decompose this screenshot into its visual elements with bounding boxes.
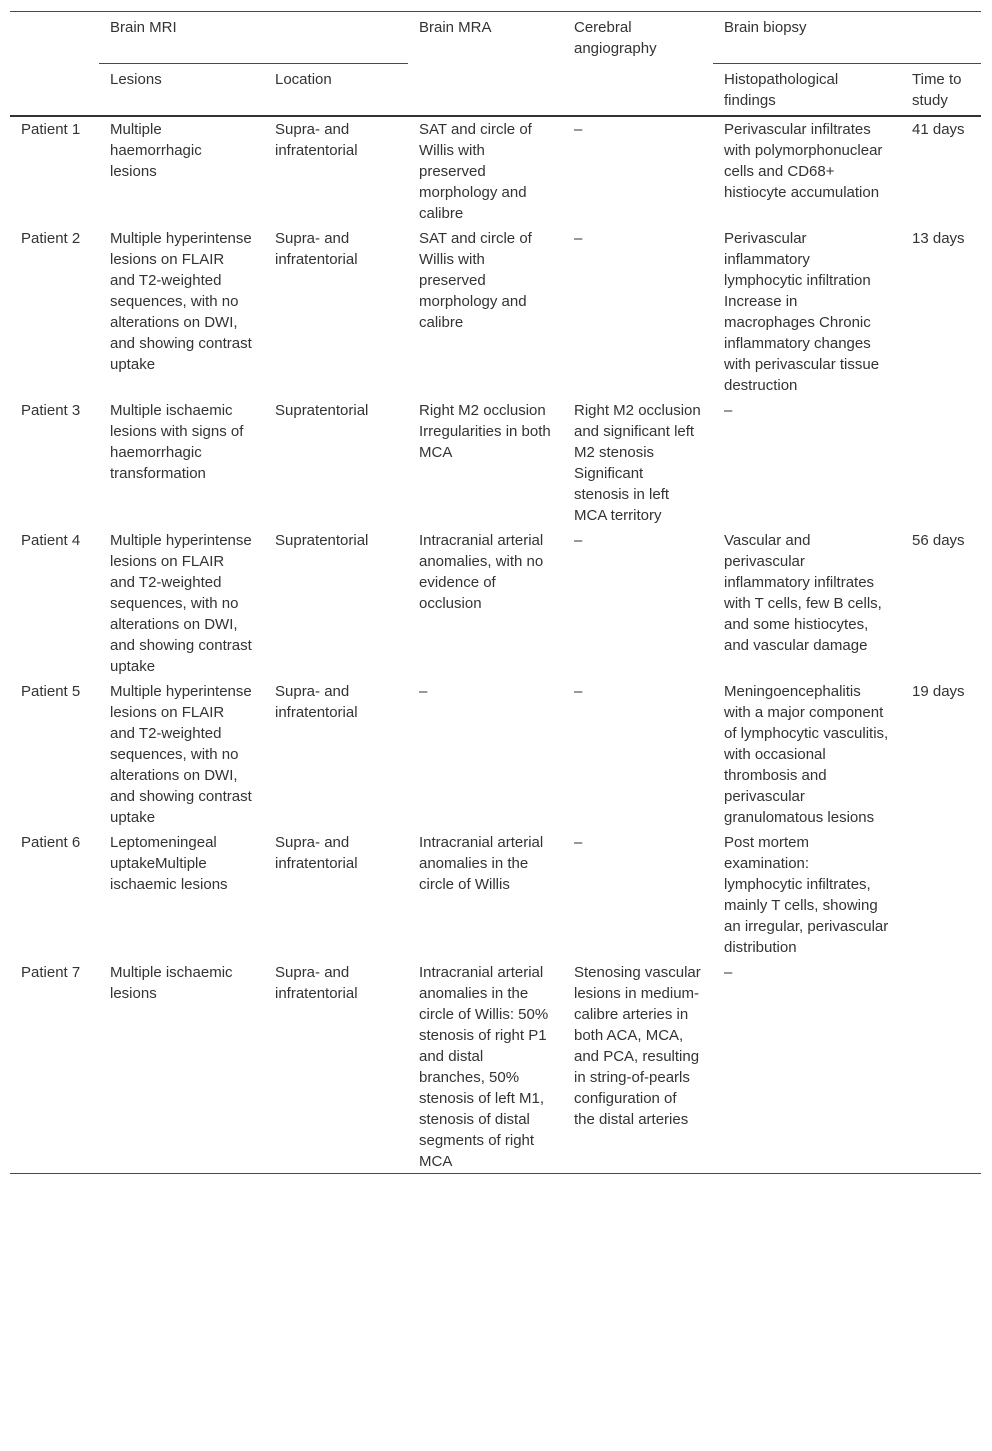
header-patient-blank xyxy=(10,12,99,117)
cell-location: Supra- and infratentorial xyxy=(275,230,358,268)
header-cerebral-angiography: Cerebral angiography xyxy=(574,19,657,57)
table-row xyxy=(10,679,981,830)
cell-lesions: Multiple hyperintense lesions on FLAIR and T2-weighted sequences, with no alterations on DWI, and showing contrast uptake xyxy=(110,683,252,826)
cell-location: Supra- and infratentorial xyxy=(275,964,358,1002)
table-row xyxy=(10,116,981,226)
table-body xyxy=(10,116,981,1174)
cell-time-to-study xyxy=(901,830,981,960)
cell-histopathological-findings: Perivascular infiltrates with polymorphonuclear cells and CD68+ histiocyte accumulation xyxy=(724,121,883,201)
findings-table-container xyxy=(10,11,981,1174)
cell-brain-mra: – xyxy=(419,683,428,700)
cell-lesions: Leptomeningeal uptakeMultiple ischaemic lesions xyxy=(110,834,228,893)
cell-patient: Patient 7 xyxy=(21,964,81,981)
cell-time-to-study: 13 days xyxy=(912,230,965,247)
table-row xyxy=(10,960,981,1174)
cell-histopathological-findings: Meningoencephalitis with a major component of lymphocytic vasculitis, with occasional thrombosis and perivascular granulomatous lesions xyxy=(724,683,889,826)
header-group-brain-biopsy: Brain biopsy xyxy=(713,12,981,64)
cell-brain-mra: SAT and circle of Willis with preserved morphology and calibre xyxy=(419,121,532,222)
cell-patient: Patient 1 xyxy=(21,121,81,138)
header-brain-mra: Brain MRA xyxy=(419,19,492,36)
table-row xyxy=(10,830,981,960)
cell-time-to-study xyxy=(901,398,981,528)
cell-time-to-study: 19 days xyxy=(912,683,965,700)
cell-patient: Patient 4 xyxy=(21,532,81,549)
cell-lesions: Multiple ischaemic lesions with signs of haemorrhagic transformation xyxy=(110,402,244,482)
cell-cerebral-angiography: – xyxy=(574,230,583,247)
cell-location: Supra- and infratentorial xyxy=(275,121,358,159)
cell-location: Supratentorial xyxy=(275,532,369,549)
header-row-groups xyxy=(10,12,981,64)
cell-brain-mra: Intracranial arterial anomalies in the circle of Willis xyxy=(419,834,544,893)
header-histopathological-findings: Histopathological findings xyxy=(724,71,839,109)
cell-patient: Patient 6 xyxy=(21,834,81,851)
cell-histopathological-findings: Vascular and perivascular inflammatory infiltrates with T cells, few B cells, and some histiocytes, and vascular damage xyxy=(724,532,882,654)
table-header xyxy=(10,12,981,117)
cell-lesions: Multiple hyperintense lesions on FLAIR and T2-weighted sequences, with no alterations on DWI, and showing contrast uptake xyxy=(110,230,252,373)
cell-time-to-study: 56 days xyxy=(912,532,965,549)
header-location: Location xyxy=(275,71,332,88)
cell-cerebral-angiography: – xyxy=(574,834,583,851)
table-row xyxy=(10,528,981,679)
table-row xyxy=(10,226,981,398)
cell-location: Supratentorial xyxy=(275,402,369,419)
cell-brain-mra: Right M2 occlusion Irregularities in both MCA xyxy=(419,402,551,461)
findings-table xyxy=(10,11,981,1174)
cell-patient: Patient 2 xyxy=(21,230,81,247)
cell-location: Supra- and infratentorial xyxy=(275,834,358,872)
cell-cerebral-angiography: – xyxy=(574,532,583,549)
cell-lesions: Multiple hyperintense lesions on FLAIR and T2-weighted sequences, with no alterations on DWI, and showing contrast uptake xyxy=(110,532,252,675)
cell-patient: Patient 3 xyxy=(21,402,81,419)
cell-time-to-study: 41 days xyxy=(912,121,965,138)
cell-time-to-study xyxy=(901,960,981,1174)
cell-patient: Patient 5 xyxy=(21,683,81,700)
cell-lesions: Multiple haemorrhagic lesions xyxy=(110,121,202,180)
cell-brain-mra: Intracranial arterial anomalies in the circle of Willis: 50% stenosis of right P1 and distal branches, 50% stenosis of left M1, stenosis of distal segments of right MCA xyxy=(419,964,549,1170)
cell-histopathological-findings: – xyxy=(724,402,733,419)
cell-lesions: Multiple ischaemic lesions xyxy=(110,964,233,1002)
cell-brain-mra: Intracranial arterial anomalies, with no evidence of occlusion xyxy=(419,532,544,612)
header-time-to-study: Time to study xyxy=(912,71,962,109)
cell-histopathological-findings: Perivascular inflammatory lymphocytic infiltration Increase in macrophages Chronic inflammatory changes with perivascular tissue destruction xyxy=(724,230,880,394)
cell-location: Supra- and infratentorial xyxy=(275,683,358,721)
cell-cerebral-angiography: Right M2 occlusion and significant left M2 stenosis Significant stenosis in left MCA territory xyxy=(574,402,701,524)
header-lesions: Lesions xyxy=(110,71,162,88)
header-group-brain-mri: Brain MRI xyxy=(99,12,408,64)
table-row xyxy=(10,398,981,528)
cell-histopathological-findings: – xyxy=(724,964,733,981)
cell-cerebral-angiography: – xyxy=(574,121,583,138)
cell-cerebral-angiography: Stenosing vascular lesions in medium-calibre arteries in both ACA, MCA, and PCA, resulting in string-of-pearls configuration of the distal arteries xyxy=(574,964,701,1128)
cell-histopathological-findings: Post mortem examination: lymphocytic infiltrates, mainly T cells, showing an irregular, perivascular distribution xyxy=(724,834,889,956)
cell-brain-mra: SAT and circle of Willis with preserved morphology and calibre xyxy=(419,230,532,331)
cell-cerebral-angiography: – xyxy=(574,683,583,700)
